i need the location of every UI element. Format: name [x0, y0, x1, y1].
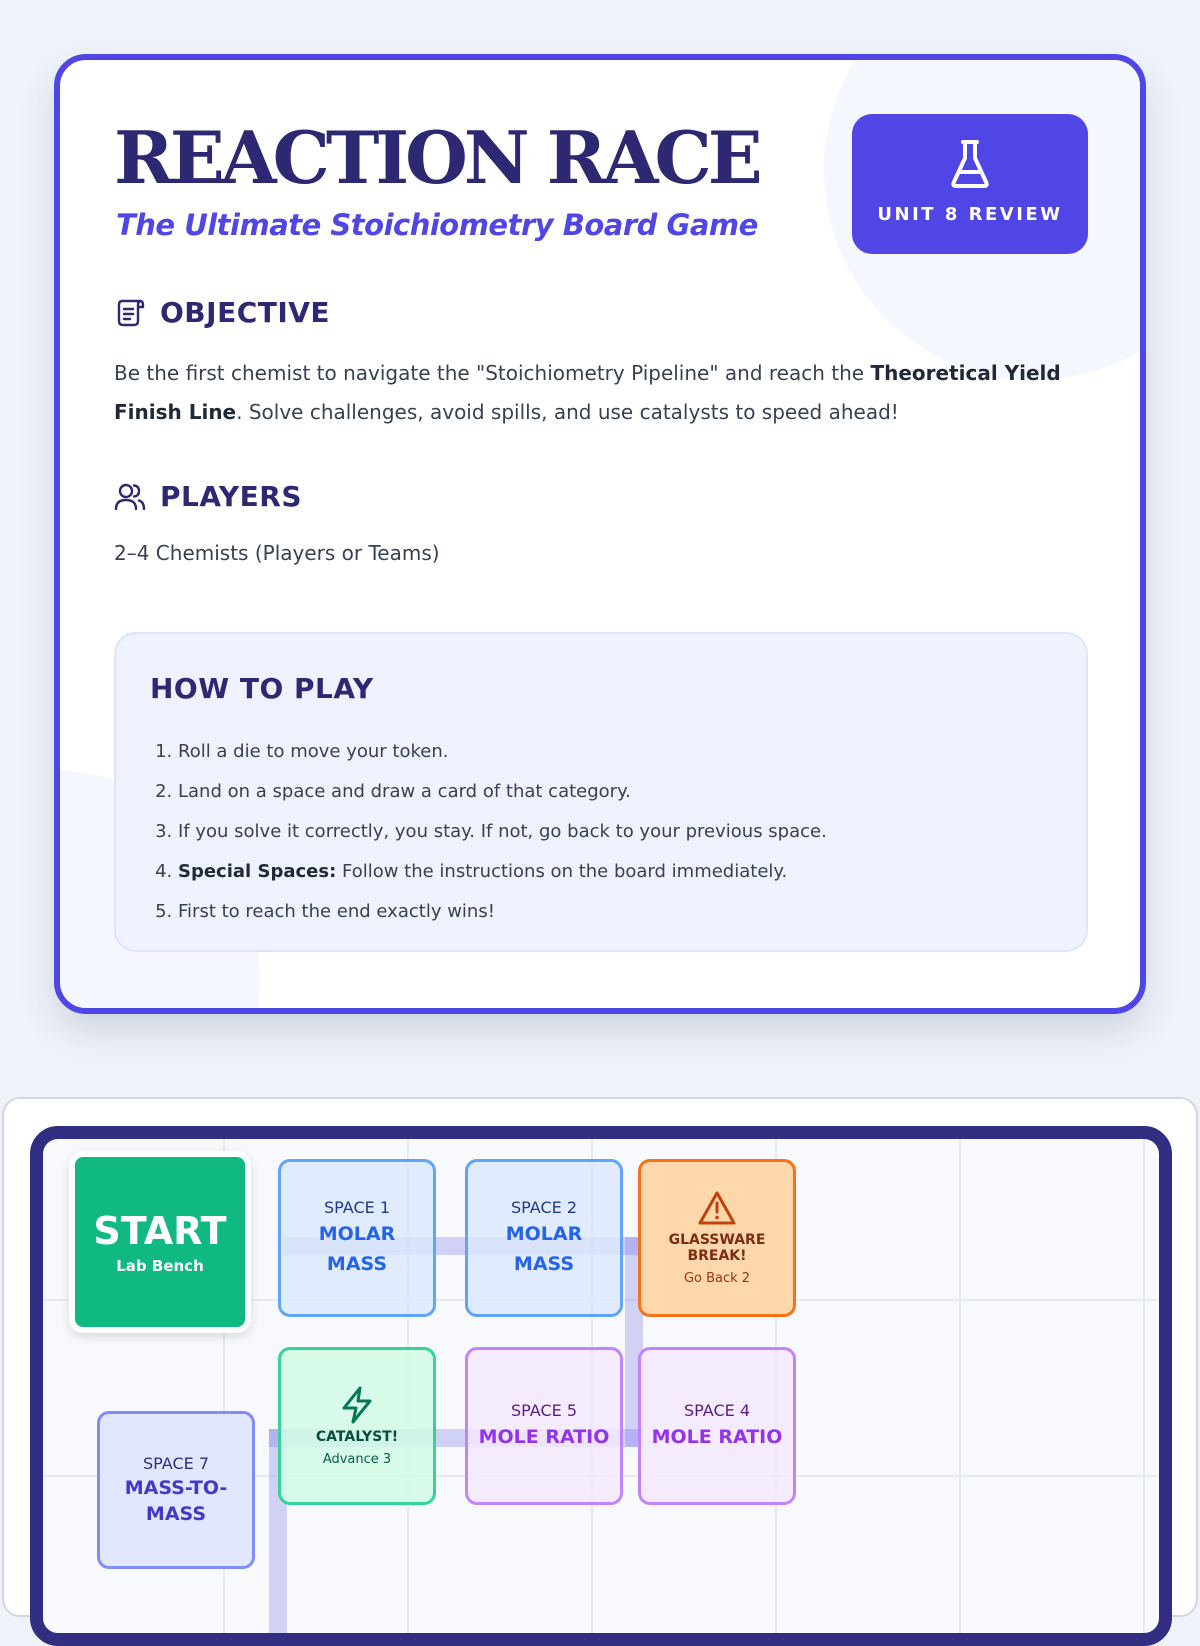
start-label: START — [93, 1209, 227, 1253]
objective-heading-label: OBJECTIVE — [160, 296, 331, 329]
space-2: SPACE 2 MOLAR MASS — [465, 1159, 623, 1317]
unit-badge-label: UNIT 8 REVIEW — [877, 204, 1063, 225]
unit-badge — [852, 114, 1088, 254]
step-item: 5. First to reach the end exactly wins! — [178, 892, 1078, 932]
players-heading-label: PLAYERS — [160, 480, 302, 513]
rules-card — [54, 54, 1146, 1014]
space-4: SPACE 4 MOLE RATIO — [638, 1347, 796, 1505]
warning-triangle-icon — [697, 1190, 737, 1226]
start-sub: Lab Bench — [116, 1257, 204, 1275]
players-heading — [114, 480, 302, 513]
flask-icon — [950, 138, 990, 190]
objective-text: Be the first chemist to navigate the "Stoichiometry Pipeline" and reach the Theoretical Yield Finish Line. Solve challenges, avoid spills, and use catalysts to speed ahead! — [114, 361, 1061, 424]
step-item: 2. Land on a space and draw a card of that category. — [178, 772, 1078, 812]
game-board — [30, 1126, 1172, 1646]
space-1: SPACE 1 MOLAR MASS — [278, 1159, 436, 1317]
how-to-play-panel — [114, 632, 1088, 952]
finish-line-term: Theoretical Yield Finish Line — [114, 361, 1061, 424]
step-item: 4. Special Spaces: Follow the instructions on the board immediately. — [178, 852, 1078, 892]
catalyst-space: CATALYST! Advance 3 — [278, 1347, 436, 1505]
game-title: REACTION RACE — [114, 115, 759, 200]
glassware-break-space: GLASSWARE BREAK! Go Back 2 — [638, 1159, 796, 1317]
step-item: 1. Roll a die to move your token. — [178, 732, 1078, 772]
step-item: 3. If you solve it correctly, you stay. If not, go back to your previous space. — [178, 812, 1078, 852]
game-subtitle: The Ultimate Stoichiometry Board Game — [116, 208, 758, 242]
objective-heading — [114, 296, 330, 329]
scroll-icon — [114, 297, 146, 329]
start-space — [69, 1151, 251, 1333]
players-text: 2–4 Chemists (Players or Teams) — [114, 541, 440, 565]
lightning-icon — [338, 1385, 376, 1425]
users-icon — [114, 481, 146, 513]
how-to-play-steps — [150, 732, 1078, 932]
space-7: SPACE 7 MASS-TO-MASS — [97, 1411, 255, 1569]
how-to-play-heading: HOW TO PLAY — [150, 672, 374, 705]
space-5: SPACE 5 MOLE RATIO — [465, 1347, 623, 1505]
